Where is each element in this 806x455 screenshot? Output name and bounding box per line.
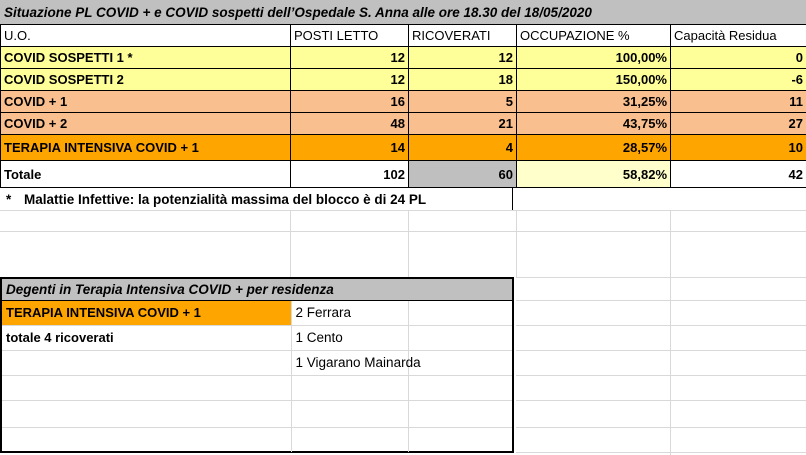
residence-row	[2, 350, 512, 375]
cell-ricoverati[interactable]: 12	[409, 47, 517, 69]
empty-row	[2, 375, 512, 400]
cell-occupazione[interactable]: 43,75%	[517, 113, 671, 135]
cell-occupazione[interactable]: 31,25%	[517, 91, 671, 113]
cell-ricoverati-totale[interactable]: 60	[409, 161, 517, 188]
header-row	[1, 25, 806, 47]
cell-uo[interactable]: COVID SOSPETTI 1 *	[1, 47, 291, 69]
table-row	[1, 69, 806, 91]
cell-uo[interactable]: COVID + 1	[1, 91, 291, 113]
col-header-uo[interactable]: U.O.	[1, 25, 291, 47]
cell-capacita-residua[interactable]: 10	[671, 135, 806, 161]
residence-section-title[interactable]: Degenti in Terapia Intensiva COVID + per residenza	[2, 279, 512, 300]
empty-cell[interactable]	[408, 350, 512, 375]
sheet-title[interactable]	[0, 0, 806, 24]
gridline	[516, 300, 806, 301]
empty-cell[interactable]	[291, 427, 408, 452]
col-header-capacita-residua[interactable]: Capacità Residua	[671, 25, 806, 47]
gridline	[516, 375, 806, 376]
table-row	[1, 135, 806, 161]
cell-uo-totale[interactable]: Totale	[1, 161, 291, 188]
cell-posti-letto[interactable]: 16	[291, 91, 409, 113]
table-row	[1, 47, 806, 69]
cell-capacita-residua[interactable]: 0	[671, 47, 806, 69]
footnote-text: Malattie Infettive: la potenzialità massima del blocco è di 24 PL	[24, 191, 427, 207]
cell-occupazione-totale[interactable]: 58,82%	[517, 161, 671, 188]
residence-header-row	[2, 279, 512, 300]
residence-label[interactable]	[2, 350, 291, 375]
cell-posti-letto[interactable]: 12	[291, 47, 409, 69]
cell-uo[interactable]: TERAPIA INTENSIVA COVID + 1	[1, 135, 291, 161]
residence-total-label[interactable]: totale 4 ricoverati	[2, 325, 291, 350]
empty-cell[interactable]	[408, 400, 512, 427]
covid-occupancy-table	[0, 24, 806, 188]
total-row	[1, 161, 806, 188]
empty-cell[interactable]	[408, 427, 512, 452]
gridline	[0, 210, 806, 211]
cell-occupazione[interactable]: 28,57%	[517, 135, 671, 161]
sheet-title-text: Situazione PL COVID + e COVID sospetti dell’Ospedale S. Anna alle ore 18.30 del 18/05/2020	[4, 4, 592, 20]
cell-posti-letto[interactable]: 14	[291, 135, 409, 161]
cell-ricoverati[interactable]: 18	[409, 69, 517, 91]
gridline	[516, 350, 806, 351]
gridline	[516, 400, 806, 401]
cell-ricoverati[interactable]: 4	[409, 135, 517, 161]
table-row	[1, 91, 806, 113]
cell-capacita-residua[interactable]: 11	[671, 91, 806, 113]
empty-cell[interactable]	[291, 375, 408, 400]
gridline	[516, 427, 806, 428]
cell-occupazione[interactable]: 150,00%	[517, 69, 671, 91]
residence-value[interactable]: 2 Ferrara	[291, 300, 408, 325]
cell-ricoverati[interactable]: 21	[409, 113, 517, 135]
cell-occupazione[interactable]: 100,00%	[517, 47, 671, 69]
cell-capacita-residua-totale[interactable]: 42	[671, 161, 806, 188]
gridline	[516, 452, 806, 453]
empty-row	[2, 427, 512, 452]
empty-cell[interactable]	[408, 375, 512, 400]
empty-cell[interactable]	[291, 400, 408, 427]
empty-cell[interactable]	[2, 400, 291, 427]
cell-capacita-residua[interactable]: 27	[671, 113, 806, 135]
gridline	[516, 325, 806, 326]
gridline	[670, 210, 671, 277]
gridline	[516, 277, 806, 278]
residence-value[interactable]: 1 Cento	[291, 325, 408, 350]
gridline	[670, 277, 671, 455]
gridline	[408, 210, 409, 277]
residence-table	[2, 279, 512, 452]
cell-posti-letto-totale[interactable]: 102	[291, 161, 409, 188]
cell-uo[interactable]: COVID + 2	[1, 113, 291, 135]
col-header-ricoverati[interactable]: RICOVERATI	[409, 25, 517, 47]
col-header-occupazione[interactable]: OCCUPAZIONE %	[517, 25, 671, 47]
residence-row	[2, 300, 512, 325]
cell-uo[interactable]: COVID SOSPETTI 2	[1, 69, 291, 91]
cell-posti-letto[interactable]: 12	[291, 69, 409, 91]
cell-posti-letto[interactable]: 48	[291, 113, 409, 135]
cell-capacita-residua[interactable]: -6	[671, 69, 806, 91]
empty-cell[interactable]	[2, 375, 291, 400]
empty-cell[interactable]	[2, 427, 291, 452]
col-header-posti-letto[interactable]: POSTI LETTO	[291, 25, 409, 47]
gridline	[290, 210, 291, 277]
table-row	[1, 113, 806, 135]
residence-ward-label[interactable]: TERAPIA INTENSIVA COVID + 1	[2, 300, 291, 325]
residence-value[interactable]: 1 Vigarano Mainarda	[291, 350, 408, 375]
gridline	[0, 231, 806, 232]
gridline	[516, 210, 517, 277]
empty-cell[interactable]	[408, 325, 512, 350]
footnote-asterisk: *	[6, 191, 12, 207]
cell-ricoverati[interactable]: 5	[409, 91, 517, 113]
residence-section	[0, 277, 514, 453]
empty-row	[2, 400, 512, 427]
empty-cell[interactable]	[408, 300, 512, 325]
footnote-row[interactable]	[0, 188, 513, 210]
residence-row	[2, 325, 512, 350]
